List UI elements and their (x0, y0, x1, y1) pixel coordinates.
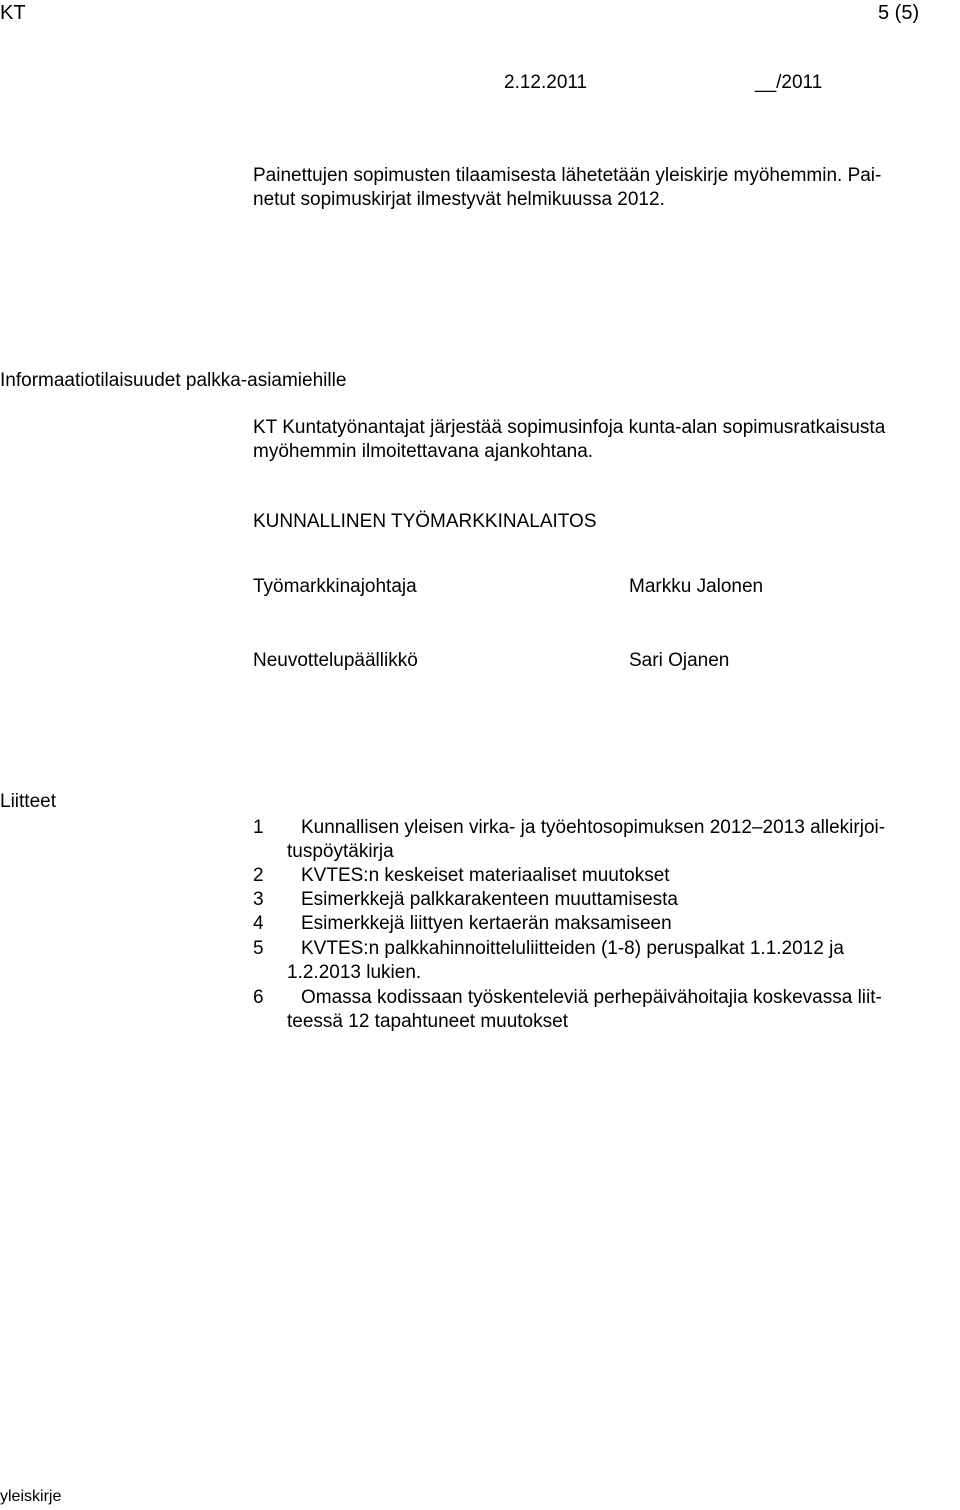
attachment-text: Esimerkkejä palkkarakenteen muuttamisesta (301, 889, 679, 910)
page-number: 5 (5) (878, 2, 920, 24)
attachment-text-continuation: 1.2.2013 lukien. (287, 962, 422, 983)
intro-line-2: netut sopimuskirjat ilmestyvät helmikuussa 2012. (253, 189, 665, 210)
attachment-number: 5 (253, 938, 264, 959)
attachment-item (253, 986, 953, 1034)
document-date: 2.12.2011 (504, 72, 588, 93)
attachment-item (253, 912, 953, 936)
org-abbreviation: KT (0, 2, 26, 24)
attachment-text-continuation: teessä 12 tapahtuneet muutokset (287, 1011, 568, 1032)
info-paragraph (253, 416, 958, 464)
intro-paragraph (253, 164, 953, 212)
attachment-item (253, 816, 953, 864)
info-heading: Informaatiotilaisuudet palkka-asiamiehille (0, 370, 347, 391)
attachment-text: Omassa kodissaan työskenteleviä perhepäivähoitajia koskevassa liit- (301, 987, 882, 1008)
info-line-2: myöhemmin ilmoitettavana ajankohtana. (253, 441, 594, 462)
intro-line-1: Painettujen sopimusten tilaamisesta lähetetään yleiskirje myöhemmin. Pai- (253, 165, 882, 186)
attachment-text: Esimerkkejä liittyen kertaerän maksamiseen (301, 913, 672, 934)
attachment-number: 4 (253, 913, 264, 934)
signatory-name-2: Sari Ojanen (629, 650, 730, 671)
document-reference: __/2011 (755, 72, 823, 93)
signatory-title-2: Neuvottelupäällikkö (253, 650, 418, 671)
footer-document-type: yleiskirje (0, 1488, 62, 1505)
signature-organization: KUNNALLINEN TYÖMARKKINALAITOS (253, 511, 597, 532)
attachment-item (253, 937, 953, 985)
attachment-text: Kunnallisen yleisen virka- ja työehtosopimuksen 2012–2013 allekirjoi- (301, 817, 886, 838)
attachment-number: 6 (253, 987, 264, 1008)
info-line-1: KT Kuntatyönantajat järjestää sopimusinfoja kunta-alan sopimusratkaisusta (253, 417, 886, 438)
attachment-number: 3 (253, 889, 264, 910)
attachment-number: 1 (253, 817, 264, 838)
attachments-label: Liitteet (0, 791, 56, 812)
attachment-text: KVTES:n palkkahinnoitteluliitteiden (1-8) peruspalkat 1.1.2012 ja (301, 938, 844, 959)
signatory-title-1: Työmarkkinajohtaja (253, 576, 417, 597)
attachment-text: KVTES:n keskeiset materiaaliset muutokset (301, 865, 670, 886)
attachment-item (253, 888, 953, 912)
signatory-name-1: Markku Jalonen (629, 576, 764, 597)
attachment-item (253, 864, 953, 888)
attachment-number: 2 (253, 865, 264, 886)
attachment-text-continuation: tuspöytäkirja (287, 841, 394, 862)
